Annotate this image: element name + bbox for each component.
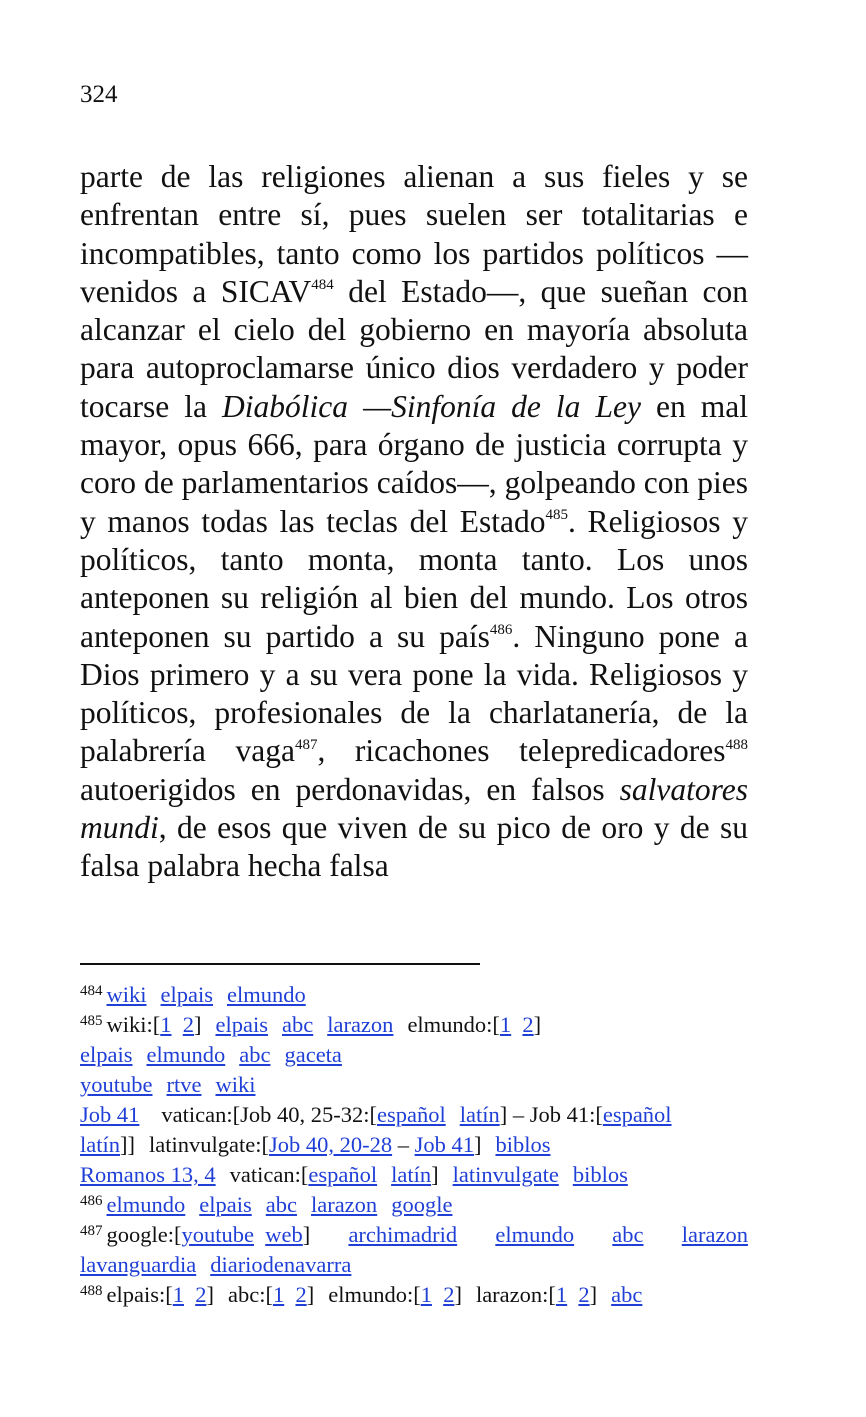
footnotes <box>80 980 760 1310</box>
footnote-488 <box>80 1280 760 1310</box>
link-abc[interactable]: abc <box>612 1222 644 1247</box>
footnote-number: 488 <box>80 1282 103 1299</box>
link-espanol-2[interactable]: español <box>602 1102 672 1127</box>
link-job-40[interactable]: Job 40, 20-28 <box>268 1132 393 1157</box>
footnote-ref-488[interactable]: 488 <box>725 736 748 753</box>
link-elmundo-2[interactable]: 2 <box>522 1012 534 1037</box>
bracket: ]] <box>120 1132 135 1157</box>
footnote-487-group <box>80 1220 310 1250</box>
link-elpais-2[interactable]: 2 <box>195 1282 207 1307</box>
link-larazon-1[interactable]: 1 <box>555 1282 568 1307</box>
footnote-485-line-5 <box>80 1130 760 1160</box>
bracket: ] <box>306 1282 315 1307</box>
link-biblos[interactable]: biblos <box>495 1132 551 1157</box>
link-google[interactable]: google <box>391 1192 453 1217</box>
bracket: ] <box>206 1282 214 1307</box>
link-archimadrid[interactable]: archimadrid <box>348 1222 458 1247</box>
body-text-segment: . Ninguno pone a Dios primero y a su vera pone la vida. Religiosos y políticos, profesionales de la charlatanería, de la palabrería vaga <box>80 618 748 769</box>
footnote-ref-484[interactable]: 484 <box>311 277 334 294</box>
footnote-484 <box>80 980 760 1010</box>
link-abc[interactable]: abc <box>281 1012 314 1037</box>
link-romanos[interactable]: Romanos 13, 4 <box>80 1162 216 1187</box>
link-elmundo-1[interactable]: 1 <box>499 1012 512 1037</box>
bracket: ] <box>533 1012 542 1037</box>
body-text-segment: parte de las religiones alienan a sus fieles y se enfrentan entre sí, pues suelen ser totalitarias e incompatibles, tanto como los partidos políticos —venidos a SICAV <box>80 159 748 309</box>
link-latinvulgate[interactable]: latinvulgate <box>452 1162 559 1187</box>
label-wiki: wiki:[ <box>106 1012 161 1037</box>
link-latin[interactable]: latín <box>459 1102 500 1127</box>
italic-title: Diabólica —Sinfonía de la Ley <box>222 388 641 424</box>
separator-text: ] – Job 41:[ <box>499 1102 603 1127</box>
footnote-485-line-4 <box>80 1100 760 1130</box>
label-latinvulgate: latinvulgate:[ <box>149 1132 269 1157</box>
link-job-41[interactable]: Job 41 <box>414 1132 474 1157</box>
body-text-segment: , de esos que viven de su pico de oro y de su falsa palabra hecha falsa <box>80 810 748 884</box>
link-gaceta[interactable]: gaceta <box>284 1042 342 1067</box>
link-diariodenavarra[interactable]: diariodenavarra <box>210 1252 352 1277</box>
link-larazon-2[interactable]: 2 <box>578 1282 590 1307</box>
label-google: google:[ <box>106 1222 182 1247</box>
link-elpais-1[interactable]: 1 <box>172 1282 184 1307</box>
link-larazon[interactable]: larazon <box>681 1222 748 1247</box>
link-biblos[interactable]: biblos <box>572 1162 628 1187</box>
label-abc: abc:[ <box>227 1282 273 1307</box>
footnote-rule <box>80 963 480 965</box>
link-elpais[interactable]: elpais <box>80 1042 133 1067</box>
page-number: 324 <box>80 81 118 108</box>
footnote-486 <box>80 1190 760 1220</box>
link-wiki-1[interactable]: 1 <box>160 1012 172 1037</box>
footnote-ref-485[interactable]: 485 <box>545 506 568 523</box>
link-elmundo-1[interactable]: 1 <box>420 1282 432 1307</box>
link-elmundo[interactable]: elmundo <box>495 1222 575 1247</box>
label-larazon: larazon:[ <box>475 1282 556 1307</box>
body-text-segment: autoerigidos en perdonavidas, en falsos <box>80 771 620 807</box>
link-youtube[interactable]: youtube <box>181 1222 254 1247</box>
label-vatican: vatican:[Job 40, 25-32:[ <box>161 1102 377 1127</box>
body-text-segment: . Religiosos y políticos, tanto monta, monta tanto. Los unos anteponen su religión al bien del mundo. Los otros anteponen su partido a su país <box>80 503 749 654</box>
link-latin-2[interactable]: latín <box>80 1132 120 1157</box>
label-vatican: vatican:[ <box>229 1162 309 1187</box>
body-text-segment: en mal mayor, opus 666, para órgano de justicia corrupta y coro de parlamentarios caídos—, golpeando con pies y manos todas las teclas del Estado <box>80 388 748 539</box>
body-paragraph <box>80 158 748 886</box>
bracket: ] <box>589 1282 598 1307</box>
link-abc-1[interactable]: 1 <box>272 1282 285 1307</box>
dash: – <box>392 1132 415 1157</box>
label-elpais: elpais:[ <box>106 1282 173 1307</box>
label-elmundo: elmundo:[ <box>328 1282 421 1307</box>
footnote-487 <box>80 1220 748 1250</box>
body-text-segment: del Estado—, que sueñan con alcanzar el cielo del gobierno en mayoría absoluta para autoproclamarse único dios verdadero y poder tocarse la <box>80 273 748 424</box>
link-elmundo[interactable]: elmundo <box>227 982 306 1007</box>
link-elmundo-2[interactable]: 2 <box>443 1282 455 1307</box>
link-larazon[interactable]: larazon <box>310 1192 378 1217</box>
footnote-number: 485 <box>80 1012 103 1029</box>
footnote-number: 486 <box>80 1192 103 1209</box>
link-abc[interactable]: abc <box>611 1282 643 1307</box>
footnote-ref-487[interactable]: 487 <box>294 736 318 753</box>
link-elpais[interactable]: elpais <box>215 1012 268 1037</box>
link-youtube[interactable]: youtube <box>80 1072 153 1097</box>
footnote-number: 484 <box>80 982 103 999</box>
link-latin[interactable]: latín <box>391 1162 432 1187</box>
footnote-485-line-6 <box>80 1160 760 1190</box>
link-wiki[interactable]: wiki <box>106 982 147 1007</box>
link-rtve[interactable]: rtve <box>166 1072 202 1097</box>
footnote-485-line-2 <box>80 1040 760 1070</box>
footnote-485 <box>80 1010 760 1040</box>
link-wiki[interactable]: wiki <box>215 1072 256 1097</box>
link-elpais[interactable]: elpais <box>160 982 213 1007</box>
italic-latin-phrase: salvatores mundi <box>80 771 748 846</box>
footnote-ref-486[interactable]: 486 <box>489 621 513 638</box>
bracket: ] <box>431 1162 439 1187</box>
link-elmundo[interactable]: elmundo <box>146 1042 226 1067</box>
footnote-485-line-3 <box>80 1070 760 1100</box>
footnote-number: 487 <box>80 1222 103 1239</box>
link-job-41[interactable]: Job 41 <box>80 1102 140 1127</box>
bracket: ] <box>302 1222 311 1247</box>
link-lavanguardia[interactable]: lavanguardia <box>80 1252 197 1277</box>
bracket: ] <box>473 1132 482 1157</box>
link-web[interactable]: web <box>265 1222 303 1247</box>
link-elmundo[interactable]: elmundo <box>106 1192 186 1217</box>
body-text-segment: , ricachones telepredicadores <box>317 733 726 769</box>
bracket: ] <box>194 1012 202 1037</box>
link-abc-2[interactable]: 2 <box>295 1282 307 1307</box>
link-larazon[interactable]: larazon <box>327 1012 394 1037</box>
link-abc[interactable]: abc <box>265 1192 297 1217</box>
link-espanol[interactable]: español <box>308 1162 378 1187</box>
link-espanol[interactable]: español <box>376 1102 446 1127</box>
bracket: ] <box>454 1282 462 1307</box>
link-wiki-2[interactable]: 2 <box>182 1012 194 1037</box>
footnote-487-line-2 <box>80 1250 760 1280</box>
link-elpais[interactable]: elpais <box>199 1192 252 1217</box>
link-abc[interactable]: abc <box>239 1042 271 1067</box>
label-elmundo: elmundo:[ <box>407 1012 500 1037</box>
